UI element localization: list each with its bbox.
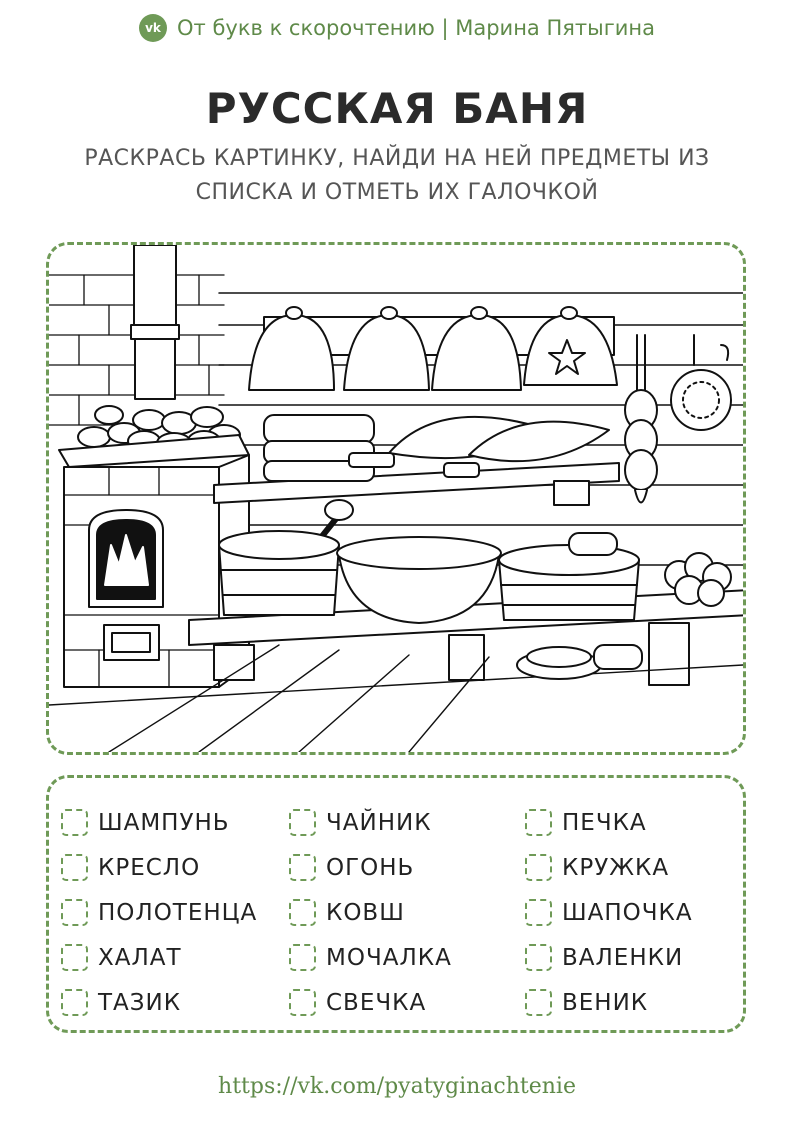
item-label: КРЕСЛО — [98, 854, 201, 881]
item-label: ШАМПУНЬ — [98, 809, 230, 836]
checklist-column-3 — [525, 800, 693, 1025]
header — [0, 14, 794, 42]
checklist-frame — [46, 775, 746, 1033]
wooden-bucket — [219, 531, 339, 615]
checklist-item[interactable] — [525, 845, 693, 890]
page-title: РУССКАЯ БАНЯ — [205, 84, 589, 133]
item-label: МОЧАЛКА — [326, 944, 452, 971]
item-label: ТАЗИК — [98, 989, 182, 1016]
checklist-item[interactable] — [289, 935, 452, 980]
checklist-item[interactable] — [525, 800, 693, 845]
checkbox[interactable] — [61, 854, 88, 881]
checklist-item[interactable] — [289, 980, 452, 1025]
instructions-line-1: РАСКРАСЬ КАРТИНКУ, НАЙДИ НА НЕЙ ПРЕДМЕТЫ ИЗ — [84, 146, 710, 171]
checklist-item[interactable] — [525, 980, 693, 1025]
chimney-pipe — [131, 245, 179, 399]
checklist-item[interactable] — [525, 890, 693, 935]
item-label: ВАЛЕНКИ — [562, 944, 684, 971]
checkbox[interactable] — [61, 944, 88, 971]
instructions — [40, 142, 754, 210]
checklist-item[interactable] — [289, 800, 452, 845]
header-text: От букв к скорочтению | Марина Пятыгина — [177, 16, 655, 40]
checkbox[interactable] — [289, 899, 316, 926]
hanging-washcloth — [625, 335, 657, 503]
checklist-item[interactable] — [61, 800, 257, 845]
item-label: ЧАЙНИК — [326, 809, 432, 836]
checklist-item[interactable] — [61, 935, 257, 980]
vk-logo-icon[interactable]: vk — [139, 14, 167, 42]
checklist-item[interactable] — [289, 845, 452, 890]
checkbox[interactable] — [61, 809, 88, 836]
towels — [264, 415, 374, 481]
item-label: КОВШ — [326, 899, 405, 926]
floor-brushes — [517, 645, 642, 679]
item-label: КРУЖКА — [562, 854, 670, 881]
checkbox[interactable] — [289, 854, 316, 881]
item-label: СВЕЧКА — [326, 989, 427, 1016]
coloring-picture-frame — [46, 242, 746, 755]
checkbox[interactable] — [289, 944, 316, 971]
checklist-item[interactable] — [525, 935, 693, 980]
checklist-column-2 — [289, 800, 452, 1025]
item-label: ХАЛАТ — [98, 944, 182, 971]
checkbox[interactable] — [61, 899, 88, 926]
checkbox[interactable] — [525, 854, 552, 881]
checklist-item[interactable] — [61, 890, 257, 935]
footer-link[interactable]: https://vk.com/pyatyginachtenie — [218, 1074, 576, 1099]
item-label: ШАПОЧКА — [562, 899, 693, 926]
instructions-line-2: СПИСКА И ОТМЕТЬ ИХ ГАЛОЧКОЙ — [195, 180, 599, 205]
checklist-item[interactable] — [61, 980, 257, 1025]
wooden-tub — [499, 533, 639, 620]
checkbox[interactable] — [289, 809, 316, 836]
checkbox[interactable] — [289, 989, 316, 1016]
checkbox[interactable] — [525, 899, 552, 926]
item-label: ОГОНЬ — [326, 854, 415, 881]
bathhouse-illustration — [49, 245, 743, 752]
item-label: ПЕЧКА — [562, 809, 647, 836]
checkbox[interactable] — [525, 989, 552, 1016]
checkbox[interactable] — [61, 989, 88, 1016]
checklist-item[interactable] — [289, 890, 452, 935]
hanging-sponge — [671, 335, 731, 430]
checkbox[interactable] — [525, 944, 552, 971]
checklist-item[interactable] — [61, 845, 257, 890]
item-label: ПОЛОТЕНЦА — [98, 899, 258, 926]
item-label: ВЕНИК — [562, 989, 649, 1016]
checkbox[interactable] — [525, 809, 552, 836]
checklist-column-1 — [61, 800, 257, 1025]
